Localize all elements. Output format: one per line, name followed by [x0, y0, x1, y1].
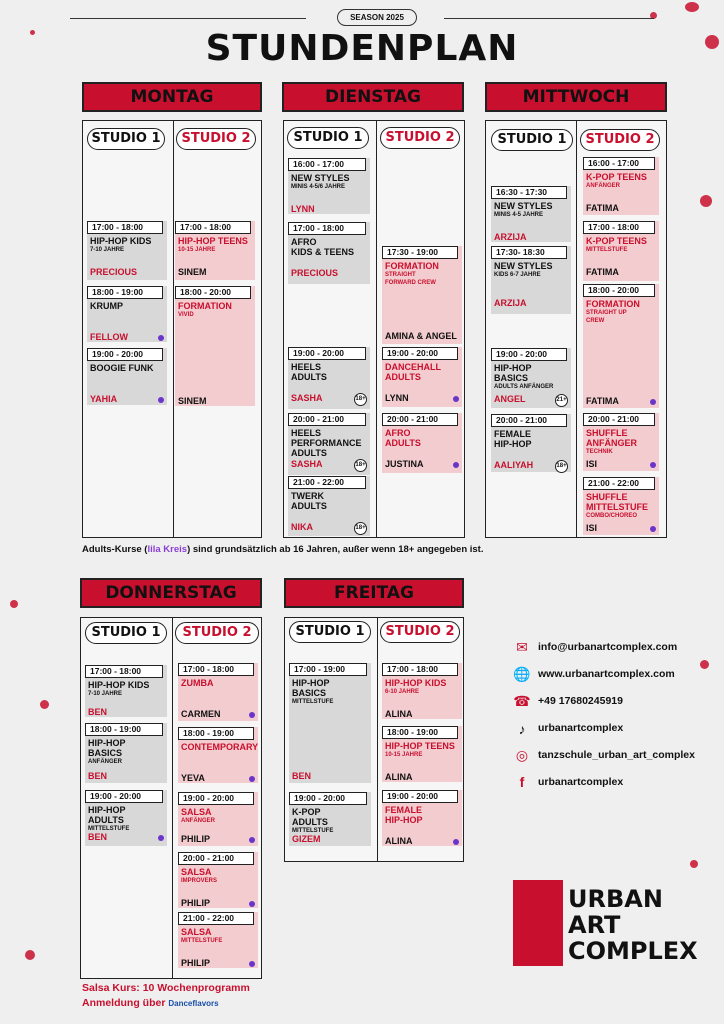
class-time: 21:00 - 22:00: [288, 476, 366, 489]
class-block: [289, 663, 371, 783]
salsa-signup: Anmeldung über Danceflavors: [82, 997, 219, 1009]
class-name: [291, 491, 327, 511]
class-time: 17:00 - 19:00: [289, 663, 367, 676]
class-time: 17:00 - 18:00: [382, 663, 458, 676]
trainer-name: ANGEL: [494, 394, 526, 404]
age-badge: 21+: [555, 394, 568, 407]
class-subtitle: VIVID: [178, 312, 194, 318]
class-title: SALSA: [181, 867, 212, 877]
studio-1-label: STUDIO 1: [85, 622, 167, 644]
age-badge: 18+: [555, 460, 568, 473]
trainer-name: PHILIP: [181, 898, 211, 908]
trainer-name: FATIMA: [586, 203, 619, 213]
class-title: FEMALE HIP-HOP: [385, 805, 423, 825]
page-title: STUNDENPLAN: [205, 28, 519, 69]
day-header-donnerstag: DONNERSTAG: [80, 578, 262, 608]
class-name: [181, 807, 215, 825]
logo-line-3: COMPLEX: [568, 937, 698, 965]
class-block: [583, 477, 659, 535]
trainer-name: ARZIJA: [494, 232, 527, 242]
class-subtitle: COMBO/CHOREO: [586, 513, 637, 519]
class-title: HIP-HOP BASICS: [88, 738, 126, 758]
class-title: HIP-HOP BASICS: [494, 363, 532, 383]
class-time: 20:00 - 21:00: [382, 413, 458, 426]
studio-1-label: STUDIO 1: [289, 621, 371, 643]
class-time: 19:00 - 20:00: [382, 347, 458, 360]
class-title: K-POP TEENS: [586, 172, 647, 182]
class-name: [88, 738, 126, 766]
class-name: [494, 201, 553, 219]
class-time: 19:00 - 20:00: [491, 348, 567, 361]
class-time: 19:00 - 20:00: [178, 792, 254, 805]
class-time: 17:00 - 18:00: [85, 665, 163, 678]
day-header-montag: MONTAG: [82, 82, 262, 112]
class-time: 17:00 - 18:00: [175, 221, 251, 234]
class-name: [181, 742, 258, 752]
class-subtitle: MITTELSTUFE: [586, 247, 628, 253]
adults-dot-icon: [249, 961, 255, 967]
class-title: DANCEHALL ADULTS: [385, 362, 441, 382]
class-time: 17:00 - 18:00: [583, 221, 655, 234]
studio-1-label: STUDIO 1: [87, 128, 165, 150]
class-block: [382, 347, 462, 407]
class-subtitle: MINIS 4-5/6 JAHRE: [291, 184, 346, 190]
season-badge: SEASON 2025: [337, 9, 417, 26]
contact-instagram[interactable]: tanzschule_urban_art_complex: [538, 749, 695, 761]
class-block: [288, 476, 370, 536]
class-block: [178, 912, 258, 968]
class-subtitle: KIDS 6-7 JAHRE: [494, 272, 541, 278]
class-block: [178, 663, 258, 721]
studio-2-label: STUDIO 2: [175, 622, 259, 644]
adults-dot-icon: [249, 901, 255, 907]
class-subtitle: ANFÄNGER: [586, 183, 620, 189]
class-title: SALSA: [181, 927, 212, 937]
class-title: NEW STYLES: [494, 261, 553, 271]
class-subtitle: 6-10 JAHRE: [385, 689, 420, 695]
class-title: SHUFFLE ANFÄNGER: [586, 428, 637, 448]
class-block: [178, 727, 258, 783]
class-block: [491, 186, 571, 242]
trainer-name: ALINA: [385, 836, 413, 846]
danceflavors-link[interactable]: Danceflavors: [168, 999, 219, 1008]
class-time: 19:00 - 20:00: [87, 348, 163, 361]
adults-dot-icon: [158, 335, 164, 341]
class-title: HIP-HOP KIDS: [88, 680, 150, 690]
class-time: 18:00 - 20:00: [175, 286, 251, 299]
class-title: FORMATION: [586, 299, 640, 309]
class-name: [586, 428, 637, 456]
tiktok-icon: ♪: [518, 721, 526, 737]
paint-splatter: [700, 660, 709, 669]
class-name: [385, 741, 455, 759]
class-time: 18:00 - 20:00: [583, 284, 655, 297]
trainer-name: NIKA: [291, 522, 313, 532]
class-time: 20:00 - 21:00: [178, 852, 254, 865]
class-block: [583, 157, 659, 215]
adults-dot-icon: [249, 837, 255, 843]
trainer-name: PHILIP: [181, 958, 211, 968]
class-subtitle: MITTELSTUFE: [181, 938, 223, 944]
class-time: 18:00 - 19:00: [382, 726, 458, 739]
class-block: [382, 663, 462, 719]
day-header-freitag: FREITAG: [284, 578, 464, 608]
class-time: 20:00 - 21:00: [583, 413, 655, 426]
class-time: 17:30- 18:30: [491, 246, 567, 259]
trainer-name: ISI: [586, 523, 598, 533]
adults-dot-icon: [158, 397, 164, 403]
class-title: FORMATION: [178, 301, 232, 311]
contact-facebook[interactable]: urbanartcomplex: [538, 776, 624, 788]
class-name: [90, 363, 154, 373]
class-block: [382, 246, 462, 344]
class-name: [181, 867, 217, 885]
class-time: 21:00 - 22:00: [583, 477, 655, 490]
class-block: [85, 790, 167, 846]
class-time: 19:00 - 20:00: [382, 790, 458, 803]
class-title: NEW STYLES: [291, 173, 350, 183]
class-title: HIP-HOP TEENS: [178, 236, 248, 246]
class-subtitle: MITTELSTUFE: [292, 699, 334, 705]
class-subtitle: IMPROVERS: [181, 878, 218, 884]
adults-dot-icon: [650, 526, 656, 532]
trainer-name: BEN: [88, 832, 108, 842]
class-name: [90, 301, 123, 311]
class-name: [586, 492, 648, 520]
paint-splatter: [10, 600, 18, 608]
adults-dot-icon: [453, 396, 459, 402]
trainer-name: JUSTINA: [385, 459, 424, 469]
trainer-name: LYNN: [291, 204, 315, 214]
class-name: [181, 678, 214, 688]
class-title: HIP-HOP KIDS: [90, 236, 152, 246]
class-name: [586, 172, 647, 190]
trainer-name: BEN: [88, 707, 108, 717]
class-time: 18:00 - 19:00: [87, 286, 163, 299]
studio-2-label: STUDIO 2: [176, 128, 256, 150]
class-name: [494, 429, 532, 449]
class-block: [491, 414, 571, 472]
class-time: 19:00 - 20:00: [289, 792, 367, 805]
adults-dot-icon: [158, 835, 164, 841]
class-title: HIP-HOP ADULTS: [88, 805, 126, 825]
trainer-name: ISI: [586, 459, 598, 469]
class-block: [491, 246, 571, 314]
salsa-note: Salsa Kurs: 10 Wochenprogramm: [82, 982, 250, 994]
class-title: HIP-HOP KIDS: [385, 678, 447, 688]
class-subtitle: STRAIGHT UP CREW: [586, 310, 627, 324]
class-name: [292, 807, 333, 835]
class-name: [385, 805, 423, 825]
class-subtitle: 10-15 JAHRE: [178, 247, 216, 253]
class-name: [494, 261, 553, 279]
class-time: 17:00 - 18:00: [288, 222, 366, 235]
class-title: HEELS PERFORMANCE ADULTS: [291, 428, 362, 458]
mail-icon: ✉: [516, 639, 528, 655]
trainer-name: PRECIOUS: [90, 267, 138, 277]
trainer-name: SINEM: [178, 267, 207, 277]
trainer-name: SASHA: [291, 393, 323, 403]
class-subtitle: ADULTS ANFÄNGER: [494, 384, 554, 390]
class-title: NEW STYLES: [494, 201, 553, 211]
class-time: 19:00 - 20:00: [288, 347, 366, 360]
age-badge: 18+: [354, 522, 367, 535]
contact-phone[interactable]: +49 17680245919: [538, 695, 623, 707]
class-block: [288, 413, 370, 475]
class-time: 17:00 - 18:00: [87, 221, 163, 234]
class-name: [291, 237, 354, 257]
class-block: [382, 413, 462, 473]
contact-email[interactable]: info@urbanartcomplex.com: [538, 641, 678, 653]
class-subtitle: STRAIGHT FORWARD CREW: [385, 272, 436, 286]
class-title: AFRO ADULTS: [385, 428, 421, 448]
class-block: [288, 222, 370, 284]
class-title: SALSA: [181, 807, 212, 817]
divider-line: [444, 18, 654, 19]
class-subtitle: ANFÄNGER: [88, 759, 122, 765]
paint-splatter: [40, 700, 49, 709]
trainer-name: YAHIA: [90, 394, 118, 404]
age-badge: 18+: [354, 459, 367, 472]
adults-dot-icon: [249, 712, 255, 718]
contact-website[interactable]: www.urbanartcomplex.com: [538, 668, 675, 680]
class-title: HIP-HOP TEENS: [385, 741, 455, 751]
studio-2-label: STUDIO 2: [380, 127, 460, 149]
class-title: CONTEMPORARY: [181, 742, 259, 752]
adults-dot-icon: [650, 399, 656, 405]
class-title: BOOGIE FUNK: [90, 363, 154, 373]
trainer-name: BEN: [88, 771, 108, 781]
paint-splatter: [25, 950, 35, 960]
trainer-name: PHILIP: [181, 834, 211, 844]
instagram-icon: ◎: [515, 747, 529, 763]
day-header-dienstag: DIENSTAG: [282, 82, 464, 112]
trainer-name: BEN: [292, 771, 312, 781]
trainer-name: LYNN: [385, 393, 409, 403]
class-name: [291, 428, 362, 458]
class-title: ZUMBA: [181, 678, 214, 688]
class-name: [178, 301, 232, 319]
class-title: HEELS ADULTS: [291, 362, 327, 382]
class-time: 16:30 - 17:30: [491, 186, 567, 199]
class-name: [494, 363, 553, 391]
class-block: [491, 348, 571, 408]
adults-dot-icon: [453, 839, 459, 845]
class-block: [583, 221, 659, 281]
class-subtitle: MITTELSTUFE: [88, 826, 130, 832]
age-badge: 18+: [354, 393, 367, 406]
class-subtitle: MINIS 4-5 JAHRE: [494, 212, 544, 218]
adults-dot-icon: [650, 462, 656, 468]
class-block: [85, 665, 167, 717]
class-title: FORMATION: [385, 261, 439, 271]
day-header-mittwoch: MITTWOCH: [485, 82, 667, 112]
paint-splatter: [685, 2, 699, 12]
class-block: [382, 726, 462, 782]
class-block: [175, 221, 255, 280]
trainer-name: AMINA & ANGEL: [385, 331, 457, 341]
globe-icon: 🌐: [513, 666, 531, 682]
class-subtitle: 10-15 JAHRE: [385, 752, 423, 758]
studio-1-label: STUDIO 1: [287, 127, 369, 149]
class-name: [178, 236, 248, 254]
trainer-name: ARZIJA: [494, 298, 527, 308]
class-name: [291, 362, 327, 382]
class-subtitle: TECHNIK: [586, 449, 613, 455]
trainer-name: ALINA: [385, 709, 413, 719]
logo-line-2: ART: [568, 911, 621, 939]
class-time: 19:00 - 20:00: [85, 790, 163, 803]
class-block: [288, 347, 370, 409]
trainer-name: CARMEN: [181, 709, 221, 719]
class-name: [586, 299, 640, 325]
trainer-name: FELLOW: [90, 332, 128, 342]
class-time: 16:00 - 17:00: [583, 157, 655, 170]
studio-1-label: STUDIO 1: [491, 129, 573, 151]
trainer-name: SINEM: [178, 396, 207, 406]
class-name: [90, 236, 151, 254]
trainer-name: SASHA: [291, 459, 323, 469]
class-subtitle: 7-10 JAHRE: [90, 247, 125, 253]
class-time: 20:00 - 21:00: [491, 414, 567, 427]
adults-note: Adults-Kurse (lila Kreis) sind grundsätzlich ab 16 Jahren, außer wenn 18+ angegeben ist.: [82, 544, 484, 555]
class-title: FEMALE HIP-HOP: [494, 429, 532, 449]
studio-2-label: STUDIO 2: [380, 621, 460, 643]
class-block: [87, 348, 167, 405]
class-block: [87, 221, 167, 280]
paint-splatter: [690, 860, 698, 868]
class-name: [385, 362, 441, 382]
trainer-name: FATIMA: [586, 267, 619, 277]
class-block: [288, 158, 370, 214]
class-subtitle: MITTELSTUFE: [292, 828, 334, 834]
class-title: KRUMP: [90, 301, 123, 311]
adults-dot-icon: [453, 462, 459, 468]
class-block: [175, 286, 255, 406]
class-time: 18:00 - 19:00: [85, 723, 163, 736]
paint-splatter: [700, 195, 712, 207]
class-name: [88, 680, 149, 698]
class-time: 17:30 - 19:00: [382, 246, 458, 259]
logo-line-1: URBAN: [568, 885, 663, 913]
trainer-name: AALIYAH: [494, 460, 534, 470]
class-title: K-POP ADULTS: [292, 807, 328, 827]
class-block: [178, 792, 258, 846]
class-time: 18:00 - 19:00: [178, 727, 254, 740]
studio-2-label: STUDIO 2: [580, 129, 660, 151]
class-name: [292, 678, 333, 706]
facebook-icon: f: [519, 774, 525, 790]
class-name: [181, 927, 222, 945]
class-name: [586, 236, 647, 254]
class-time: 21:00 - 22:00: [178, 912, 254, 925]
class-block: [382, 790, 462, 846]
contact-tiktok[interactable]: urbanartcomplex: [538, 722, 624, 734]
trainer-name: YEVA: [181, 773, 205, 783]
class-name: [88, 805, 129, 833]
class-subtitle: ANFÄNGER: [181, 818, 215, 824]
class-title: K-POP TEENS: [586, 236, 647, 246]
adults-dot-icon: [249, 776, 255, 782]
class-name: [385, 678, 446, 696]
class-name: [291, 173, 350, 191]
trainer-name: FATIMA: [586, 396, 619, 406]
class-block: [178, 852, 258, 908]
divider-line: [70, 18, 306, 19]
class-name: [385, 428, 421, 448]
class-title: HIP-HOP BASICS: [292, 678, 330, 698]
trainer-name: PRECIOUS: [291, 268, 339, 278]
dancer-logo-icon: [513, 880, 563, 966]
class-block: [289, 792, 371, 846]
phone-icon: ☎: [513, 693, 531, 709]
class-title: TWERK ADULTS: [291, 491, 327, 511]
trainer-name: GIZEM: [292, 834, 321, 844]
class-title: AFRO KIDS & TEENS: [291, 237, 355, 257]
class-time: 17:00 - 18:00: [178, 663, 254, 676]
class-time: 16:00 - 17:00: [288, 158, 366, 171]
class-block: [87, 286, 167, 342]
class-subtitle: 7-10 JAHRE: [88, 691, 123, 697]
class-block: [583, 284, 659, 408]
trainer-name: ALINA: [385, 772, 413, 782]
class-time: 20:00 - 21:00: [288, 413, 366, 426]
class-block: [85, 723, 167, 783]
class-name: [385, 261, 439, 287]
class-block: [583, 413, 659, 471]
class-title: SHUFFLE MITTELSTUFE: [586, 492, 648, 512]
